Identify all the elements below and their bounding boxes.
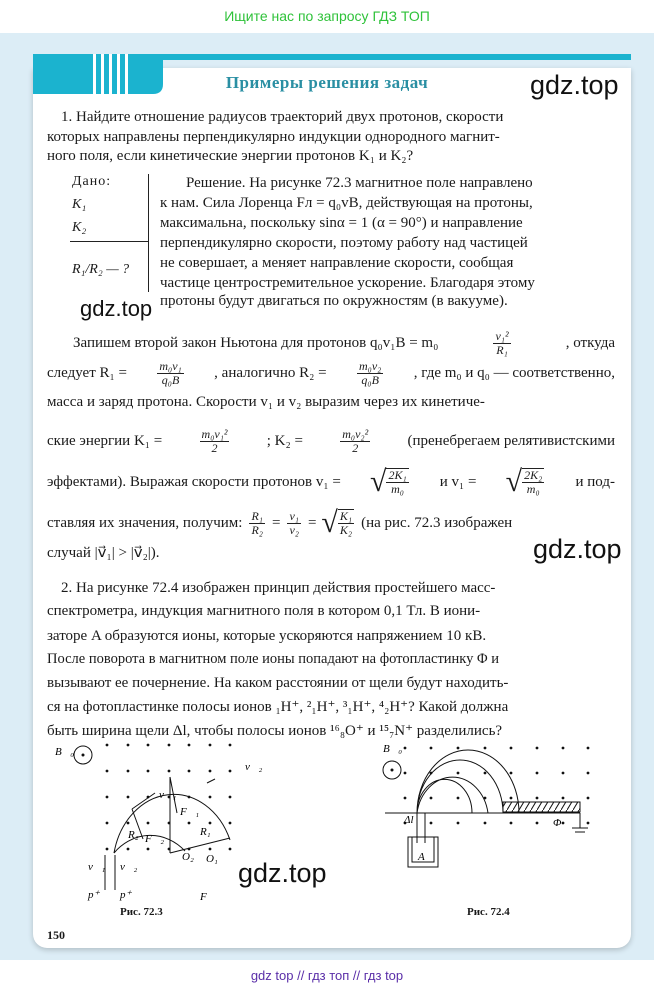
label-delta-l: Δl [404, 814, 414, 826]
field-dot [188, 770, 191, 773]
figure-72-3 [55, 735, 263, 905]
footer-text: gdz top // гдз топ // гдз top [250, 968, 404, 983]
field-dot [536, 797, 539, 800]
field-dot [484, 822, 487, 825]
solution-line: следует R₁ = $\frac{\text{m₀v₁}}{\text{q₀B}}$ , аналогично R₂ = $\frac{\text{m₀v₂}}{\text{q₀B}}$ , где m₀ и q₀ — соответственно, [47, 359, 615, 387]
label-phi: Φ [553, 817, 562, 829]
field-dot [209, 744, 212, 747]
solution-line: ставляя их значения, получим: $\frac{\text{R₁}}{\text{R₂}}$ = $\frac{\text{v₁}}{\text{v₂}}$ = √ K₁ K₂ (на рис. 72.3 изображен [47, 506, 513, 539]
field-dot [229, 822, 232, 825]
figure-caption: Рис. 72.3 [120, 906, 163, 918]
label-o1: O₁ [206, 853, 218, 865]
problem2-line: вызывают ее почернение. На каком расстоянии от щели будут находить- [47, 675, 509, 691]
field-dot [106, 822, 109, 825]
given-item: K₂ [72, 220, 87, 235]
label-p1: p⁺ [88, 889, 100, 901]
field-dot [229, 796, 232, 799]
field-dot [457, 772, 460, 775]
field-dot [209, 822, 212, 825]
field-dot [587, 772, 590, 775]
field-dot [229, 744, 232, 747]
label-r2: R₂ [128, 829, 139, 841]
label-f1: F⃗₁ [180, 806, 200, 818]
problem1-line: которых направлены перпендикулярно индукции однородного магнит- [47, 129, 500, 145]
solution-line: протоны будут двигаться по окружностям (в вакууме). [160, 293, 508, 309]
figure-caption: Рис. 72.4 [467, 906, 510, 918]
field-dot [536, 822, 539, 825]
problem2-line: быть ширина щели Δl, чтобы полосы ионов ¹⁶₈O⁺ и ¹⁵₇N⁺ разделились? [47, 723, 503, 739]
field-dot [127, 848, 130, 851]
watermark: gdz.top [533, 534, 622, 564]
problem1-line: 1. Найдите отношение радиусов траекторий двух протонов, скорости [61, 109, 504, 125]
field-dot [536, 747, 539, 750]
field-dot [127, 770, 130, 773]
label-f: F [200, 891, 207, 903]
solution-line: максимальна, поскольку sinα = 1 (α = 90°) и направление [160, 215, 523, 231]
label-pv2: v⃗₂ [120, 861, 138, 873]
field-dot [127, 796, 130, 799]
field-dot [229, 770, 232, 773]
field-dot [587, 822, 590, 825]
solution-line: Решение. На рисунке 72.3 магнитное поле направлено [186, 175, 533, 191]
field-dot [147, 770, 150, 773]
field-dot [188, 822, 191, 825]
solution-line: не совершает, а меняет направление скорости, сообщая [160, 255, 514, 271]
label-o2: O₂ [182, 851, 194, 863]
problem2-line: ся на фотопластинке полосы ионов ₁H⁺, ²₁H⁺, ³₁H⁺, ⁴₂H⁺? Какой должна [47, 699, 509, 715]
field-dot [430, 822, 433, 825]
field-dot [106, 744, 109, 747]
label-a: A [418, 851, 425, 863]
watermark: gdz.top [80, 296, 153, 321]
solution-line: масса и заряд протона. Скорости v₁ и v₂ выразим через их кинетиче- [47, 394, 485, 410]
field-dot [147, 822, 150, 825]
field-dot [430, 747, 433, 750]
solution-line: Запишем второй закон Ньютона для протонов q₀v₁B = m₀ v₁² R₁ , откуда [73, 329, 615, 357]
field-dot [484, 772, 487, 775]
field-dot [457, 747, 460, 750]
field-dot [457, 797, 460, 800]
divider [70, 241, 149, 242]
field-dot [209, 770, 212, 773]
field-dot [510, 822, 513, 825]
solution-line: случай |v⃗₁| > |v⃗₂|). [47, 545, 160, 561]
field-dot [404, 772, 407, 775]
field-dot [457, 822, 460, 825]
field-dot [209, 848, 212, 851]
problem1-line: ного поля, если кинетические энергии протонов K₁ и K₂? [47, 148, 414, 164]
watermark: gdz.top [530, 70, 619, 100]
field-dot [484, 747, 487, 750]
find-item: R₁/R₂ — ? [72, 262, 130, 277]
solution-line: частице центростремительное ускорение. Благодаря этому [160, 275, 535, 291]
problem2-line: 2. На рисунке 72.4 изображен принцип действия простейшего масс- [61, 580, 496, 596]
field-dot [127, 744, 130, 747]
given-label: Дано: [72, 174, 112, 189]
field-dot [562, 822, 565, 825]
field-dot [127, 822, 130, 825]
problem2-line: заторе A образуются ионы, которые ускоряются напряжением 10 кВ. [47, 628, 487, 644]
label-pv1: v⃗₁ [88, 861, 106, 873]
label-v1: v⃗₁ [159, 789, 177, 801]
label-r1: R₁ [200, 826, 211, 838]
field-dot [168, 770, 171, 773]
solution-line: к нам. Сила Лоренца Fл = q₀vB, действующая на протоны, [160, 195, 533, 211]
field-dot [562, 772, 565, 775]
field-dot [510, 797, 513, 800]
problem2-line: спектрометра, индукция магнитного поля в котором 0,1 Тл. В иони- [47, 603, 481, 619]
label-p2: p⁺ [120, 889, 132, 901]
section-title: Примеры решения задач [225, 73, 429, 92]
field-dot [430, 797, 433, 800]
label-b0: B⃗₀ [55, 746, 75, 758]
page-number: 150 [47, 928, 65, 942]
field-dot [404, 747, 407, 750]
solution-line: эффектами). Выражая скорости протонов v₁ = √ 2K₁ m₀ и v₁ = √ 2K₂ m₀ и под- [47, 465, 615, 498]
field-dot [106, 796, 109, 799]
field-dot [188, 744, 191, 747]
given-item: K₁ [72, 197, 87, 212]
field-dot [168, 744, 171, 747]
field-dot [510, 772, 513, 775]
field-dot [209, 796, 212, 799]
label-f2: F⃗₂ [145, 833, 165, 845]
watermark: gdz.top [238, 858, 327, 888]
problem2-line: После поворота в магнитном поле ионы попадают на фотопластинку Φ и [47, 651, 499, 667]
field-dot [587, 747, 590, 750]
field-dot [562, 797, 565, 800]
field-dot [562, 747, 565, 750]
label-b0: B⃗₀ [383, 743, 403, 755]
field-dot [536, 772, 539, 775]
field-dot [106, 770, 109, 773]
field-dot [147, 848, 150, 851]
field-dot [587, 797, 590, 800]
figure-72-4 [375, 740, 605, 865]
top-banner: Ищите нас по запросу ГДЗ ТОП [224, 8, 430, 24]
solution-line: перпендикулярно скорости, поэтому работу над частицей [160, 235, 528, 251]
field-dot [229, 848, 232, 851]
divider [148, 174, 149, 292]
field-dot [404, 797, 407, 800]
solution-line: ские энергии K₁ = $\frac{\text{m₀v₁²}}{2}$ ; K₂ = $\frac{\text{m₀v₂²}}{2}$ (пренебрегаем релятивистскими [47, 427, 615, 455]
field-dot [510, 747, 513, 750]
label-v2: v⃗₂ [245, 761, 263, 773]
field-dot [106, 848, 109, 851]
field-dot [147, 744, 150, 747]
